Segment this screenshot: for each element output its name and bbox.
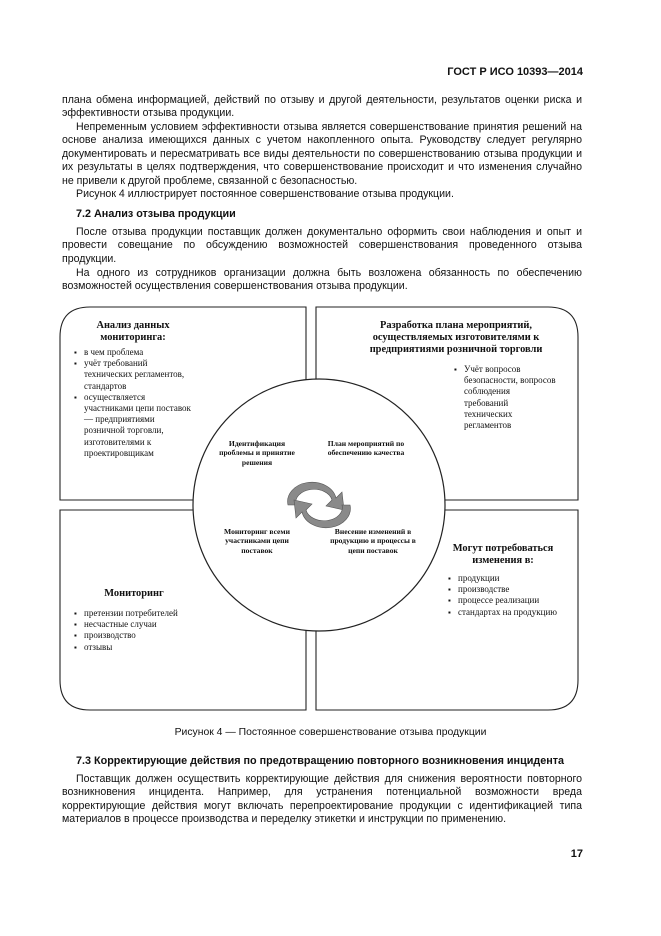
list-item: ▪ производстве: [458, 584, 558, 595]
list-item: ▪ продукции: [458, 573, 558, 584]
paragraph: После отзыва продукции поставщик должен документально оформить свои наблюдения и опыт и провести совещание по обсуждению возможностей совершенствования проведенного отзыва продукции.: [62, 226, 582, 265]
center-step-identification: Идентификация проблемы и принятие решения: [219, 439, 295, 467]
list-item: ▪ производство: [84, 630, 194, 641]
paragraph: Непременным условием эффективности отзыва является совершенствование принятия решений на основе анализа имеющихся данных с учетом накопленного опыта. Руководству следует регулярно документировать и пересматривать все виды деятельности по совершенствованию отзыва продукции и их результаты в целях подтверждения, что совершенствование происходит и что изменения случайно не привели к другой проблеме, связанной с безопасностью.: [62, 121, 582, 187]
list-item: ▪ учёт требований технических регламентов, стандартов: [84, 358, 192, 392]
list-item: ▪ отзывы: [84, 642, 194, 653]
paragraph: Поставщик должен осуществить корректирующие действия для снижения вероятности повторного возникновения инцидента. Например, для устранения потенциальной возможности вреда корректирующие действия могут включать перепроектирование продукции с идентификацией типа материалов в процессе производства и переделку этикетки и инструкции по применению.: [62, 773, 582, 826]
center-step-plan: План мероприятий по обеспечению качества: [327, 439, 405, 458]
quadrant-top-left: [74, 320, 192, 459]
list-item: ▪ в чем проблема: [84, 347, 192, 358]
quadrant-bottom-right: [448, 543, 558, 618]
list-item: ▪ несчастные случаи: [84, 619, 194, 630]
figure-caption: Рисунок 4 — Постоянное совершенствование отзыва продукции: [174, 727, 487, 738]
list-item: ▪ осуществляется участниками цепи поставок — предприятиями розничной торговли, изготовителями к проектировщикам: [84, 392, 192, 459]
list-item: ▪ Учёт вопросов безопасности, вопросов соблюдения требований технических регламентов: [464, 364, 556, 431]
list-item: ▪ стандартах на продукцию: [458, 607, 558, 618]
paragraph: На одного из сотрудников организации должна быть возложена обязанность по обеспечению возможностей осуществления совершенствования отзыва продукции.: [62, 267, 582, 293]
center-step-changes: Внесение изменений в продукцию и процессы в цепи поставок: [330, 527, 416, 555]
center-step-monitoring: Мониторинг всеми участниками цепи поставок: [224, 527, 290, 555]
quadrant-title: Разработка плана мероприятий, осуществляемых изготовителями к предприятиями розничной торговли: [369, 320, 543, 355]
list-item: ▪ претензии потребителей: [84, 608, 194, 619]
quadrant-title: Анализ данных мониторинга:: [96, 320, 170, 343]
quadrant-title: Могут потребоваться изменения в:: [452, 543, 554, 566]
document-code: ГОСТ Р ИСО 10393—2014: [447, 66, 583, 78]
list-item: ▪ процессе реализации: [458, 595, 558, 606]
paragraph: Рисунок 4 иллюстрирует постоянное совершенствование отзыва продукции.: [76, 188, 454, 200]
quadrant-bottom-left: [74, 588, 194, 653]
quadrant-top-right: [356, 320, 556, 431]
section-heading: 7.2 Анализ отзыва продукции: [76, 208, 236, 220]
quadrant-title: Мониторинг: [104, 588, 164, 599]
page-number: 17: [570, 848, 583, 860]
section-heading: 7.3 Корректирующие действия по предотвращению повторного возникновения инцидента: [76, 755, 565, 767]
paragraph: плана обмена информацией, действий по отзыву и другой деятельности, результатов оценки риска и эффективности отзыва продукции.: [62, 94, 582, 120]
